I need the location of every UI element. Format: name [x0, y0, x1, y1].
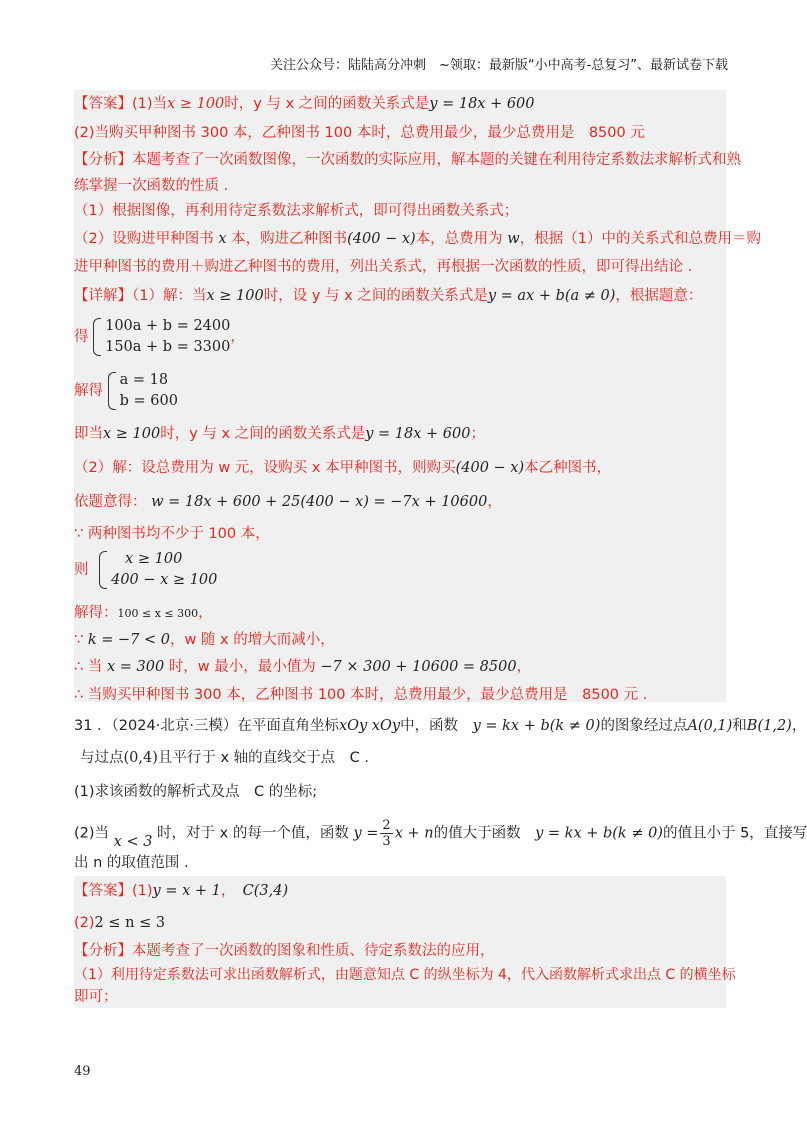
q30-equation: 依题意得： w = 18x + 600 + 25(400 − x) = −7x + 10600，: [74, 494, 502, 510]
q30-analysis-5: 进甲种图书的费用＋购进乙种图书的费用，列出关系式，再根据一次函数的性质，即可得出结论 .: [74, 259, 693, 275]
q30-min-line: ∴ 当 x = 300 时，w 最小，最小值为 −7 × 300 + 10600 = 8500，: [74, 659, 532, 675]
q31-question-1: (1)求该函数的解析式及点 C 的坐标;: [74, 784, 318, 800]
q31-question-2: (2)当 x < 3 时，对于 x 的每一个值，函数 y = $\frac{2}{3}$ x + n的值大于函数 y = kx + b(k ≠ 0)的值且小于 5，直接写: [74, 818, 807, 850]
q30-analysis-4: （2）设购进甲种图书 x 本，购进乙种图书(400 − x)本，总费用为 w，根据（1）中的关系式和总费用＝购: [74, 231, 761, 247]
q31-analysis-2: （1）利用待定系数法可求出函数解析式，由题意知点 C 的纵坐标为 4，代入函数解析式求出点 C 的横坐标: [74, 967, 736, 983]
q30-detail-1: 【详解】（1）解：当x ≥ 100时，设 y 与 x 之间的函数关系式是y = ax + b(a ≠ 0)，根据题意：: [74, 288, 703, 304]
q31-analysis-3: 即可；: [74, 989, 118, 1005]
q30-k-line: ∵ k = −7 < 0，w 随 x 的增大而减小，: [74, 632, 335, 648]
q31-answer-2: (2)2 ≤ n ≤ 3: [74, 915, 166, 931]
page-number: 49: [74, 1064, 91, 1079]
q31-analysis-1: 【分析】本题考查了一次函数的图象和性质、待定系数法的应用，: [74, 943, 495, 959]
q30-analysis-3: （1）根据图像，再利用待定系数法求解析式，即可得出函数关系式；: [74, 203, 519, 219]
page-header: 关注公众号：陆陆高分冲刺 ~领取：最新版“小中高考-总复习”、最新试卷下载: [269, 58, 728, 73]
q30-system-1: 得 100a + b = 2400 150a + b = 3300 ，: [74, 316, 245, 358]
q31-answer-1: 【答案】(1)y = x + 1， C(3,4): [74, 883, 289, 899]
q30-result-1: 即当x ≥ 100时，y 与 x 之间的函数关系式是y = 18x + 600；: [74, 426, 485, 442]
q31-question-2-cont: 出 n 的取值范围 .: [74, 855, 189, 871]
q30-answer-2: (2)当购买甲种图书 300 本，乙种图书 100 本时，总费用最少，最少总费用是 8500 元: [74, 125, 645, 141]
q30-system-2: 解得 a = 18 b = 600: [74, 370, 178, 412]
q31-stem-1: 31 ．（2024·北京·三模）在平面直角坐标xOy xOy中，函数 y = kx + b(k ≠ 0)的图象经过点A(0,1)和B(1,2)，: [74, 718, 807, 734]
q30-analysis-1: 【分析】本题考查了一次函数图像，一次函数的实际应用，解本题的关键在利用待定系数法求解析式和熟: [74, 152, 741, 168]
q30-final: ∴ 当购买甲种图书 300 本，乙种图书 100 本时，总费用最少，最少总费用是 8500 元 .: [74, 687, 648, 703]
q30-analysis-2: 练掌握一次函数的性质 .: [74, 178, 229, 194]
q30-system-3: 则 x ≥ 100 400 − x ≥ 100: [74, 549, 217, 591]
q31-stem-2: 与过点(0,4)且平行于 x 轴的直线交于点 C .: [80, 750, 370, 766]
q30-solution-range: 解得：100 ≤ x ≤ 300，: [74, 605, 213, 621]
q30-part2: （2）解：设总费用为 w 元，设购买 x 本甲种图书，则购买(400 − x)本乙种图书，: [74, 460, 612, 476]
q30-answer-1: 【答案】(1)当x ≥ 100时，y 与 x 之间的函数关系式是y = 18x + 600: [74, 96, 535, 112]
q30-both-condition: ∵ 两种图书均不少于 100 本，: [74, 526, 270, 542]
